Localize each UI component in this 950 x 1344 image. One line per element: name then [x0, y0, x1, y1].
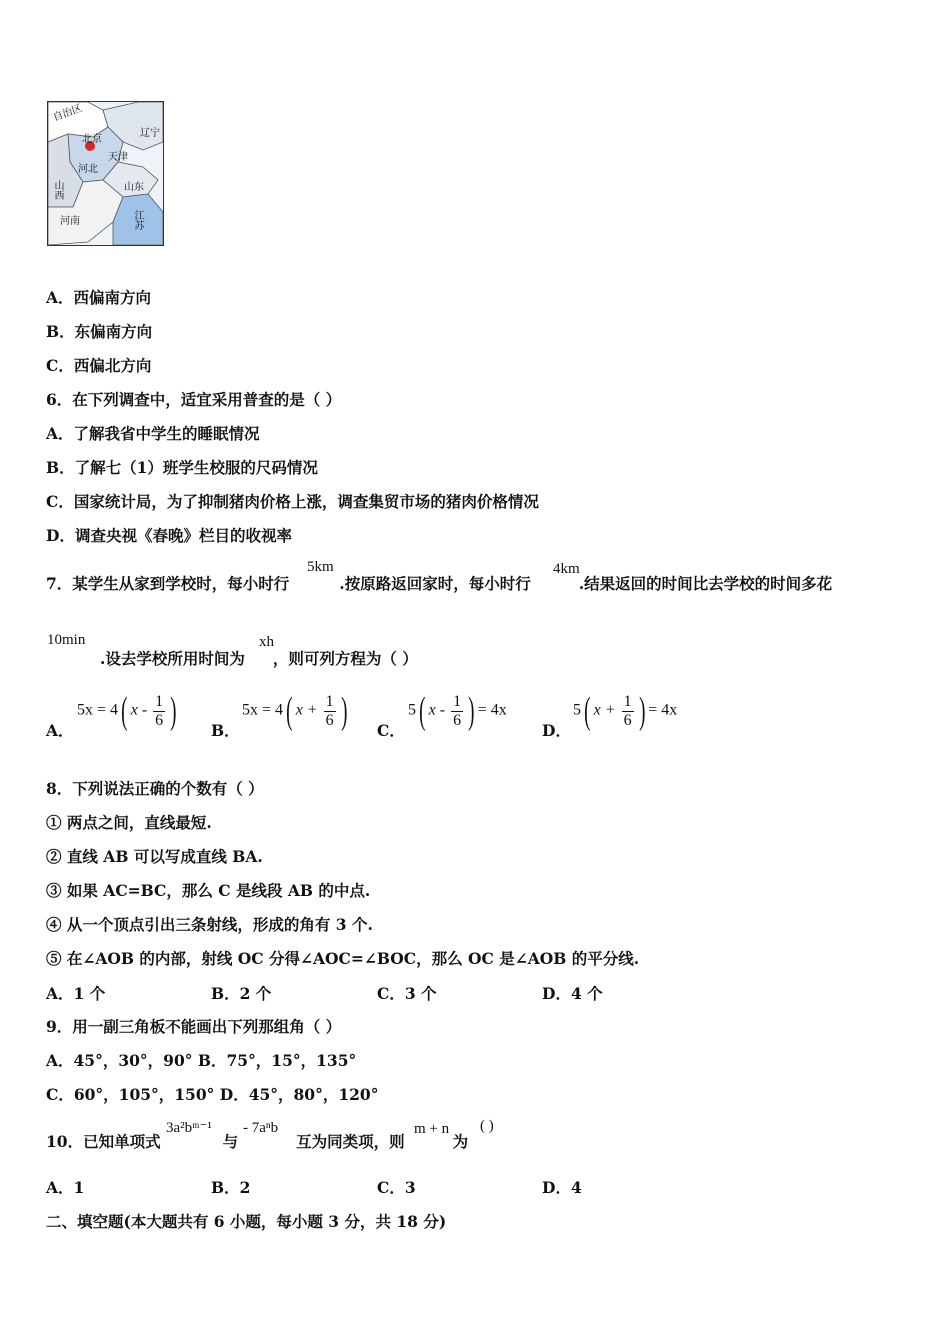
q9-options-row2: C．60°，105°，150° D．45°，80°，120° [46, 1085, 379, 1104]
map-label: 辽宁 [140, 128, 160, 139]
q6-stem: 6．在下列调查中，适宜采用普查的是（ ） [46, 390, 342, 409]
q6-option-b: B．了解七（1）班学生校服的尺码情况 [46, 458, 318, 477]
q10-monomial-2: - 7aⁿb [243, 1120, 279, 1136]
q7-option-d-expr: 5( x + $\frac{1}{6}$ ) = 4x [573, 690, 678, 732]
q7-option-a-expr: 5x = 4( x - $\frac{1}{6}$ ) [77, 690, 177, 732]
q10-expression: m + n [414, 1121, 450, 1137]
q8-statement: ⑤ 在∠AOB 的内部，射线 OC 分得∠AOC=∠BOC，那么 OC 是∠AOB 的平分线. [46, 949, 640, 968]
q10-stem: 10．已知单项式 与 互为同类项，则 为 [46, 1132, 469, 1151]
q10-option-c: C．3 [377, 1178, 416, 1197]
map-figure [47, 101, 164, 246]
q10-option-b: B．2 [211, 1178, 251, 1197]
map-label: 自治区 [51, 103, 84, 124]
q9-stem: 9．用一副三角板不能画出下列那组角（ ） [46, 1017, 342, 1036]
map-label: 江苏 [132, 210, 143, 230]
map-label: 天津 [108, 152, 128, 163]
map-label: 河北 [78, 164, 98, 175]
q7-option-a-letter: A． [46, 721, 74, 740]
q7-speed2: 4km [553, 561, 580, 577]
q7-option-c-expr: 5( x - $\frac{1}{6}$ ) = 4x [408, 690, 507, 732]
q6-option-d: D．调查央视《春晚》栏目的收视率 [46, 526, 292, 545]
q10-option-d: D．4 [542, 1178, 582, 1197]
q7-stem-line2: .设去学校所用时间为 ，则可列方程为（ ） [100, 649, 418, 668]
q7-time: 10min [47, 632, 86, 648]
q10-monomial-1: 3a²bᵐ⁻¹ [166, 1120, 212, 1136]
map-label: 河南 [60, 216, 80, 227]
map-label: 山西 [52, 180, 63, 200]
q5-option-b: B．东偏南方向 [46, 322, 153, 341]
q7-var: xh [259, 634, 274, 650]
q7-option-b-letter: B． [211, 721, 240, 740]
q7-option-d-letter: D． [542, 721, 571, 740]
section-heading: 二、填空题(本大题共有 6 小题，每小题 3 分，共 18 分) [46, 1212, 447, 1231]
q8-option-b: B．2 个 [211, 984, 272, 1003]
q6-option-c: C．国家统计局，为了抑制猪肉价格上涨，调查集贸市场的猪肉价格情况 [46, 492, 539, 511]
map-label: 山东 [124, 182, 144, 193]
q6-option-a: A．了解我省中学生的睡眠情况 [46, 424, 260, 443]
q7-stem-line1: 7．某学生从家到学校时，每小时行 .按原路返回家时，每小时行 .结果返回的时间比去学校的时间多花 [46, 574, 833, 593]
q8-option-d: D．4 个 [542, 984, 603, 1003]
q7-speed1: 5km [307, 559, 334, 575]
q8-statement: ② 直线 AB 可以写成直线 BA. [46, 847, 263, 866]
q8-option-c: C．3 个 [377, 984, 437, 1003]
q5-option-c: C．西偏北方向 [46, 356, 152, 375]
q10-option-a: A．1 [46, 1178, 85, 1197]
q8-statement: ③ 如果 AC=BC，那么 C 是线段 AB 的中点. [46, 881, 371, 900]
q8-statement: ④ 从一个顶点引出三条射线，形成的角有 3 个. [46, 915, 373, 934]
q7-option-c-letter: C． [377, 721, 405, 740]
q5-option-a: A．西偏南方向 [46, 288, 152, 307]
q10-answer-blank: ( ) [480, 1118, 494, 1134]
q8-statement: ① 两点之间，直线最短. [46, 813, 212, 832]
map-label: 北京 [82, 134, 102, 145]
q9-options-row1: A．45°，30°，90° B．75°，15°，135° [46, 1051, 357, 1070]
q8-option-a: A．1 个 [46, 984, 106, 1003]
q8-stem: 8．下列说法正确的个数有（ ） [46, 779, 264, 798]
q7-option-b-expr: 5x = 4( x + $\frac{1}{6}$ ) [242, 690, 348, 732]
